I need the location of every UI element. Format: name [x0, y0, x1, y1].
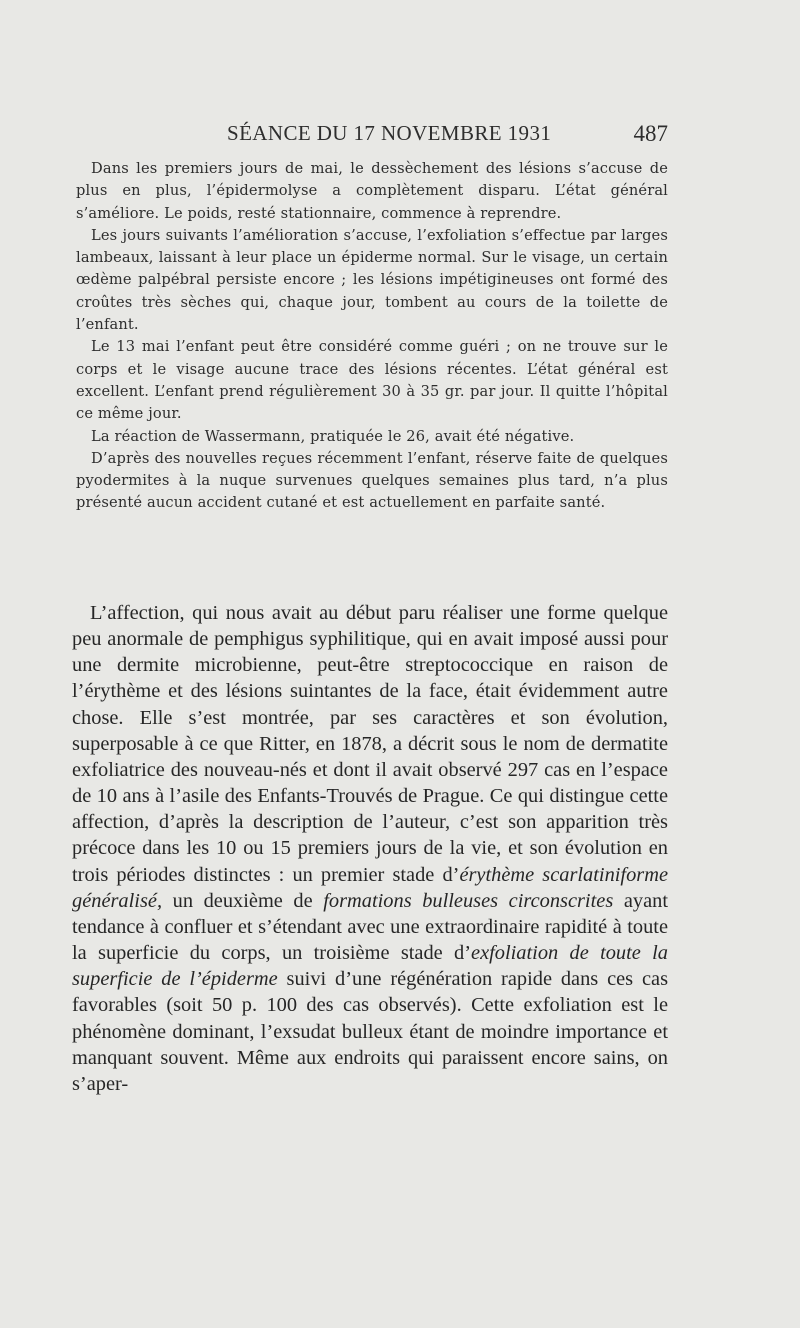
- discussion-paragraph: [72, 600, 668, 1097]
- italic-term: formations bulleuses circonscrites: [323, 889, 614, 912]
- text-run: L’affection, qui nous avait au début paru réaliser une forme quelque peu anormale de pemphigus syphilitique, qui en avait imposé aussi pour une dermite microbienne, peut-être streptococcique en raison de l’érythème et des lésions suintantes de la face, était évidemment autre chose. Elle s’est montrée, par ses caractères et son évolution, superposable à ce que Ritter, en 1878, a décrit sous le nom de dermatite exfoliatrice des nouveau-nés et dont il avait observé 297 cas en l’espace de 10 ans à l’asile des Enfants-Trouvés de Prague. Ce qui distingue cette affection, d’après la description de l’auteur, c’est son apparition très précoce dans les 10 ou 15 premiers jours de la vie, et son évolution en trois périodes distinctes : un premier stade d’: [72, 602, 668, 886]
- italic-term: exfoliation de toute la superficie de l’épiderme: [72, 942, 668, 991]
- page-number: 487: [633, 121, 668, 146]
- running-head: SÉANCE DU 17 NOVEMBRE 1931: [227, 121, 552, 145]
- paragraph: Les jours suivants l’amélioration s’accuse, l’exfoliation s’effectue par larges lambeaux, laissant à leur place un épiderme normal. Sur le visage, un certain œdème palpébral persiste encore ; les lésions impétigineuses ont formé des croûtes très sèches qui, chaque jour, tombent au cours de la toilette de l’enfant.: [76, 226, 668, 334]
- paragraph: La réaction de Wassermann, pratiquée le 26, avait été négative.: [91, 427, 575, 445]
- text-run: suivi d’une régénération rapide dans ces cas favorables (soit 50 p. 100 des cas observés). Cette exfoliation est le phénomène dominant, l’exsudat bulleux étant de moindre importance et manquant souvent. Même aux endroits qui paraissent encore sains, on s’aper-: [72, 968, 669, 1095]
- paragraph: Dans les premiers jours de mai, le dessèchement des lésions s’accuse de plus en plus, l’épidermolyse a complètement disparu. L’état général s’améliore. Le poids, resté stationnaire, commence à reprendre.: [76, 160, 668, 222]
- paragraph: Le 13 mai l’enfant peut être considéré comme guéri ; on ne trouve sur le corps et le visage aucune trace des lésions récentes. L’état général est excellent. L’enfant prend régulièrement 30 à 35 gr. par jour. Il quitte l’hôpital ce même jour.: [76, 338, 668, 423]
- paragraph: D’après des nouvelles reçues récemment l’enfant, réserve faite de quelques pyodermites à la nuque survenues quelques semaines plus tard, n’a plus présenté aucun accident cutané et est actuellement en parfaite santé.: [76, 449, 668, 512]
- text-run: un deuxième de: [162, 889, 324, 912]
- text-run: ayant tendance à confluer et s’étendant avec une extraordinaire rapidité à toute la superficie du corps, un troisième stade d’: [72, 889, 668, 965]
- discussion-text: [72, 600, 668, 1097]
- case-report-text: [76, 158, 668, 515]
- page-header: [72, 121, 668, 151]
- italic-term: érythème scarlatiniforme généralisé,: [72, 863, 669, 912]
